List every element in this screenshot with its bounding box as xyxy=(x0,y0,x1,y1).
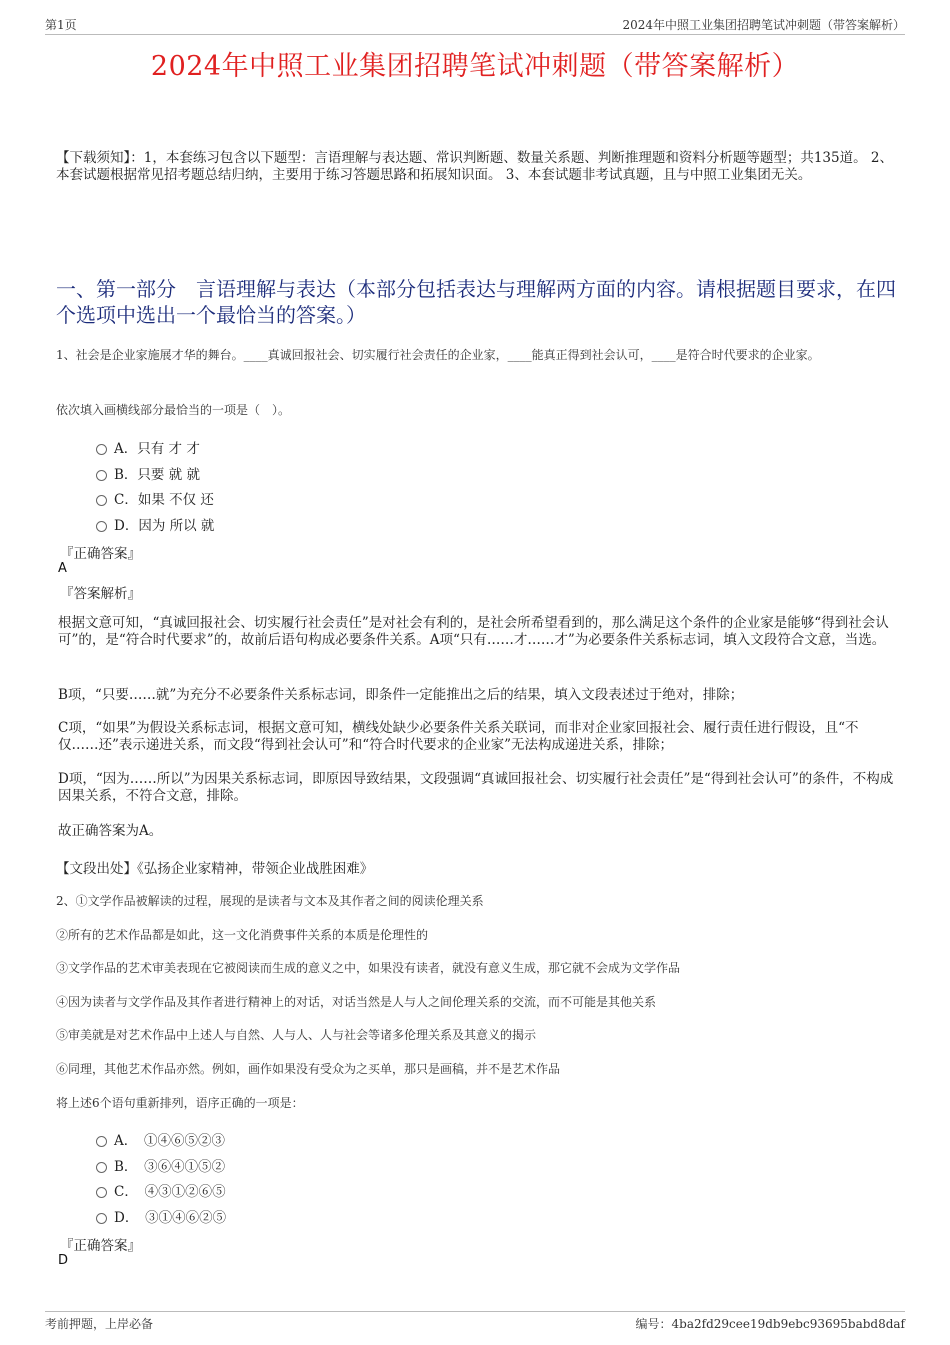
header-doc-title: 2024年中照工业集团招聘笔试冲刺题（带答案解析） xyxy=(622,18,905,32)
radio-icon[interactable] xyxy=(96,1136,107,1147)
radio-icon[interactable] xyxy=(96,444,107,455)
footer-code: 编号：4ba2fd29cee19db9ebc93695babd8daf xyxy=(635,1317,905,1331)
q2-line-2: ②所有的艺术作品都是如此，这一文化消费事件关系的本质是伦理性的 xyxy=(56,928,429,942)
q2-line-5: ⑤审美就是对艺术作品中上述人与自然、人与人、人与社会等诸多伦理关系及其意义的揭示 xyxy=(56,1028,537,1042)
q2-line-6: ⑥同理，其他艺术作品亦然。例如，画作如果没有受众为之买单，那只是画稿，并不是艺术作品 xyxy=(56,1062,561,1076)
page-footer xyxy=(45,1311,905,1332)
q1-analysis-para-4: D项，“因为……所以”为因果关系标志词，即原因导致结果，文段强调“真诚回报社会、切实履行社会责任”是“得到社会认可”的条件，不构成因果关系，不符合文意，排除。 xyxy=(58,771,894,804)
footer-slogan: 考前押题，上岸必备 xyxy=(45,1317,154,1331)
q1-source: 【文段出处】《弘扬企业家精神，带领企业战胜困难》 xyxy=(56,861,374,877)
document-title: 2024年中照工业集团招聘笔试冲刺题（带答案解析） xyxy=(150,51,800,82)
page-number: 第1页 xyxy=(45,18,77,32)
radio-icon[interactable] xyxy=(96,1162,107,1173)
download-notice: 【下载须知】：1，本套练习包含以下题型：言语理解与表达题、常识判断题、数量关系题、判断推理题和资料分析题等题型；共135道。 2、本套试题根据常见招考题总结归纳，主要用于练习答题思路和拓展知识面。 3、本套试题非考试真题，且与中照工业集团无关。 xyxy=(56,150,893,183)
q2-answer-label: 『正确答案』 xyxy=(60,1238,141,1254)
q2-line-4: ④因为读者与文学作品及其作者进行精神上的对话，对话当然是人与人之间伦理关系的交流，而不可能是其他关系 xyxy=(56,995,657,1009)
q1-analysis-para-3: C项，“如果”为假设关系标志词，根据文意可知，横线处缺少必要条件关系关联词，而非对企业家回报社会、履行责任进行假设，且“不仅……还”表示递进关系，而文段“得到社会认可”和“符合时代要求的企业家”无法构成递进关系，排除； xyxy=(58,720,859,753)
radio-icon[interactable] xyxy=(96,1187,107,1198)
q2-prompt: 将上述6个语句重新排列，语序正确的一项是： xyxy=(56,1096,304,1110)
radio-icon[interactable] xyxy=(96,1213,107,1224)
radio-icon[interactable] xyxy=(96,495,107,506)
section-heading: 一、第一部分 言语理解与表达（本部分包括表达与理解两方面的内容。请根据题目要求，在四个选项中选出一个最恰当的答案。） xyxy=(56,277,896,327)
q1-answer: A xyxy=(58,561,67,576)
q2-answer: D xyxy=(58,1253,69,1268)
q1-analysis-para-2: B项，“只要……就”为充分不必要条件关系标志词，即条件一定能推出之后的结果，填入文段表述过于绝对，排除； xyxy=(58,687,744,703)
question-1-stem: 1、社会是企业家施展才华的舞台。____真诚回报社会、切实履行社会责任的企业家，____能真正得到社会认可，____是符合时代要求的企业家。 xyxy=(56,348,820,362)
question-1-prompt: 依次填入画横线部分最恰当的一项是（ ）。 xyxy=(56,403,291,417)
q1-answer-label: 『正确答案』 xyxy=(60,546,141,562)
q1-analysis-label: 『答案解析』 xyxy=(60,586,141,602)
q1-analysis-conclusion: 故正确答案为A。 xyxy=(58,823,163,839)
radio-icon[interactable] xyxy=(96,521,107,532)
page-header xyxy=(45,14,905,35)
q2-line-3: ③文学作品的艺术审美表现在它被阅读而生成的意义之中，如果没有读者，就没有意义生成，那它就不会成为文学作品 xyxy=(56,961,681,975)
q1-analysis-para-1: 根据文意可知，“真诚回报社会、切实履行社会责任”是对社会有利的，是社会所希望看到的，那么满足这个条件的企业家是能够“得到社会认可”的，是“符合时代要求”的，故前后语句构成必要条件关系。A项“只有……才……才”为必要条件关系标志词，填入文段符合文意，当选。 xyxy=(58,615,889,648)
q2-line-1: 2、①文学作品被解读的过程，展现的是读者与文本及其作者之间的阅读伦理关系 xyxy=(56,894,484,908)
radio-icon[interactable] xyxy=(96,470,107,481)
